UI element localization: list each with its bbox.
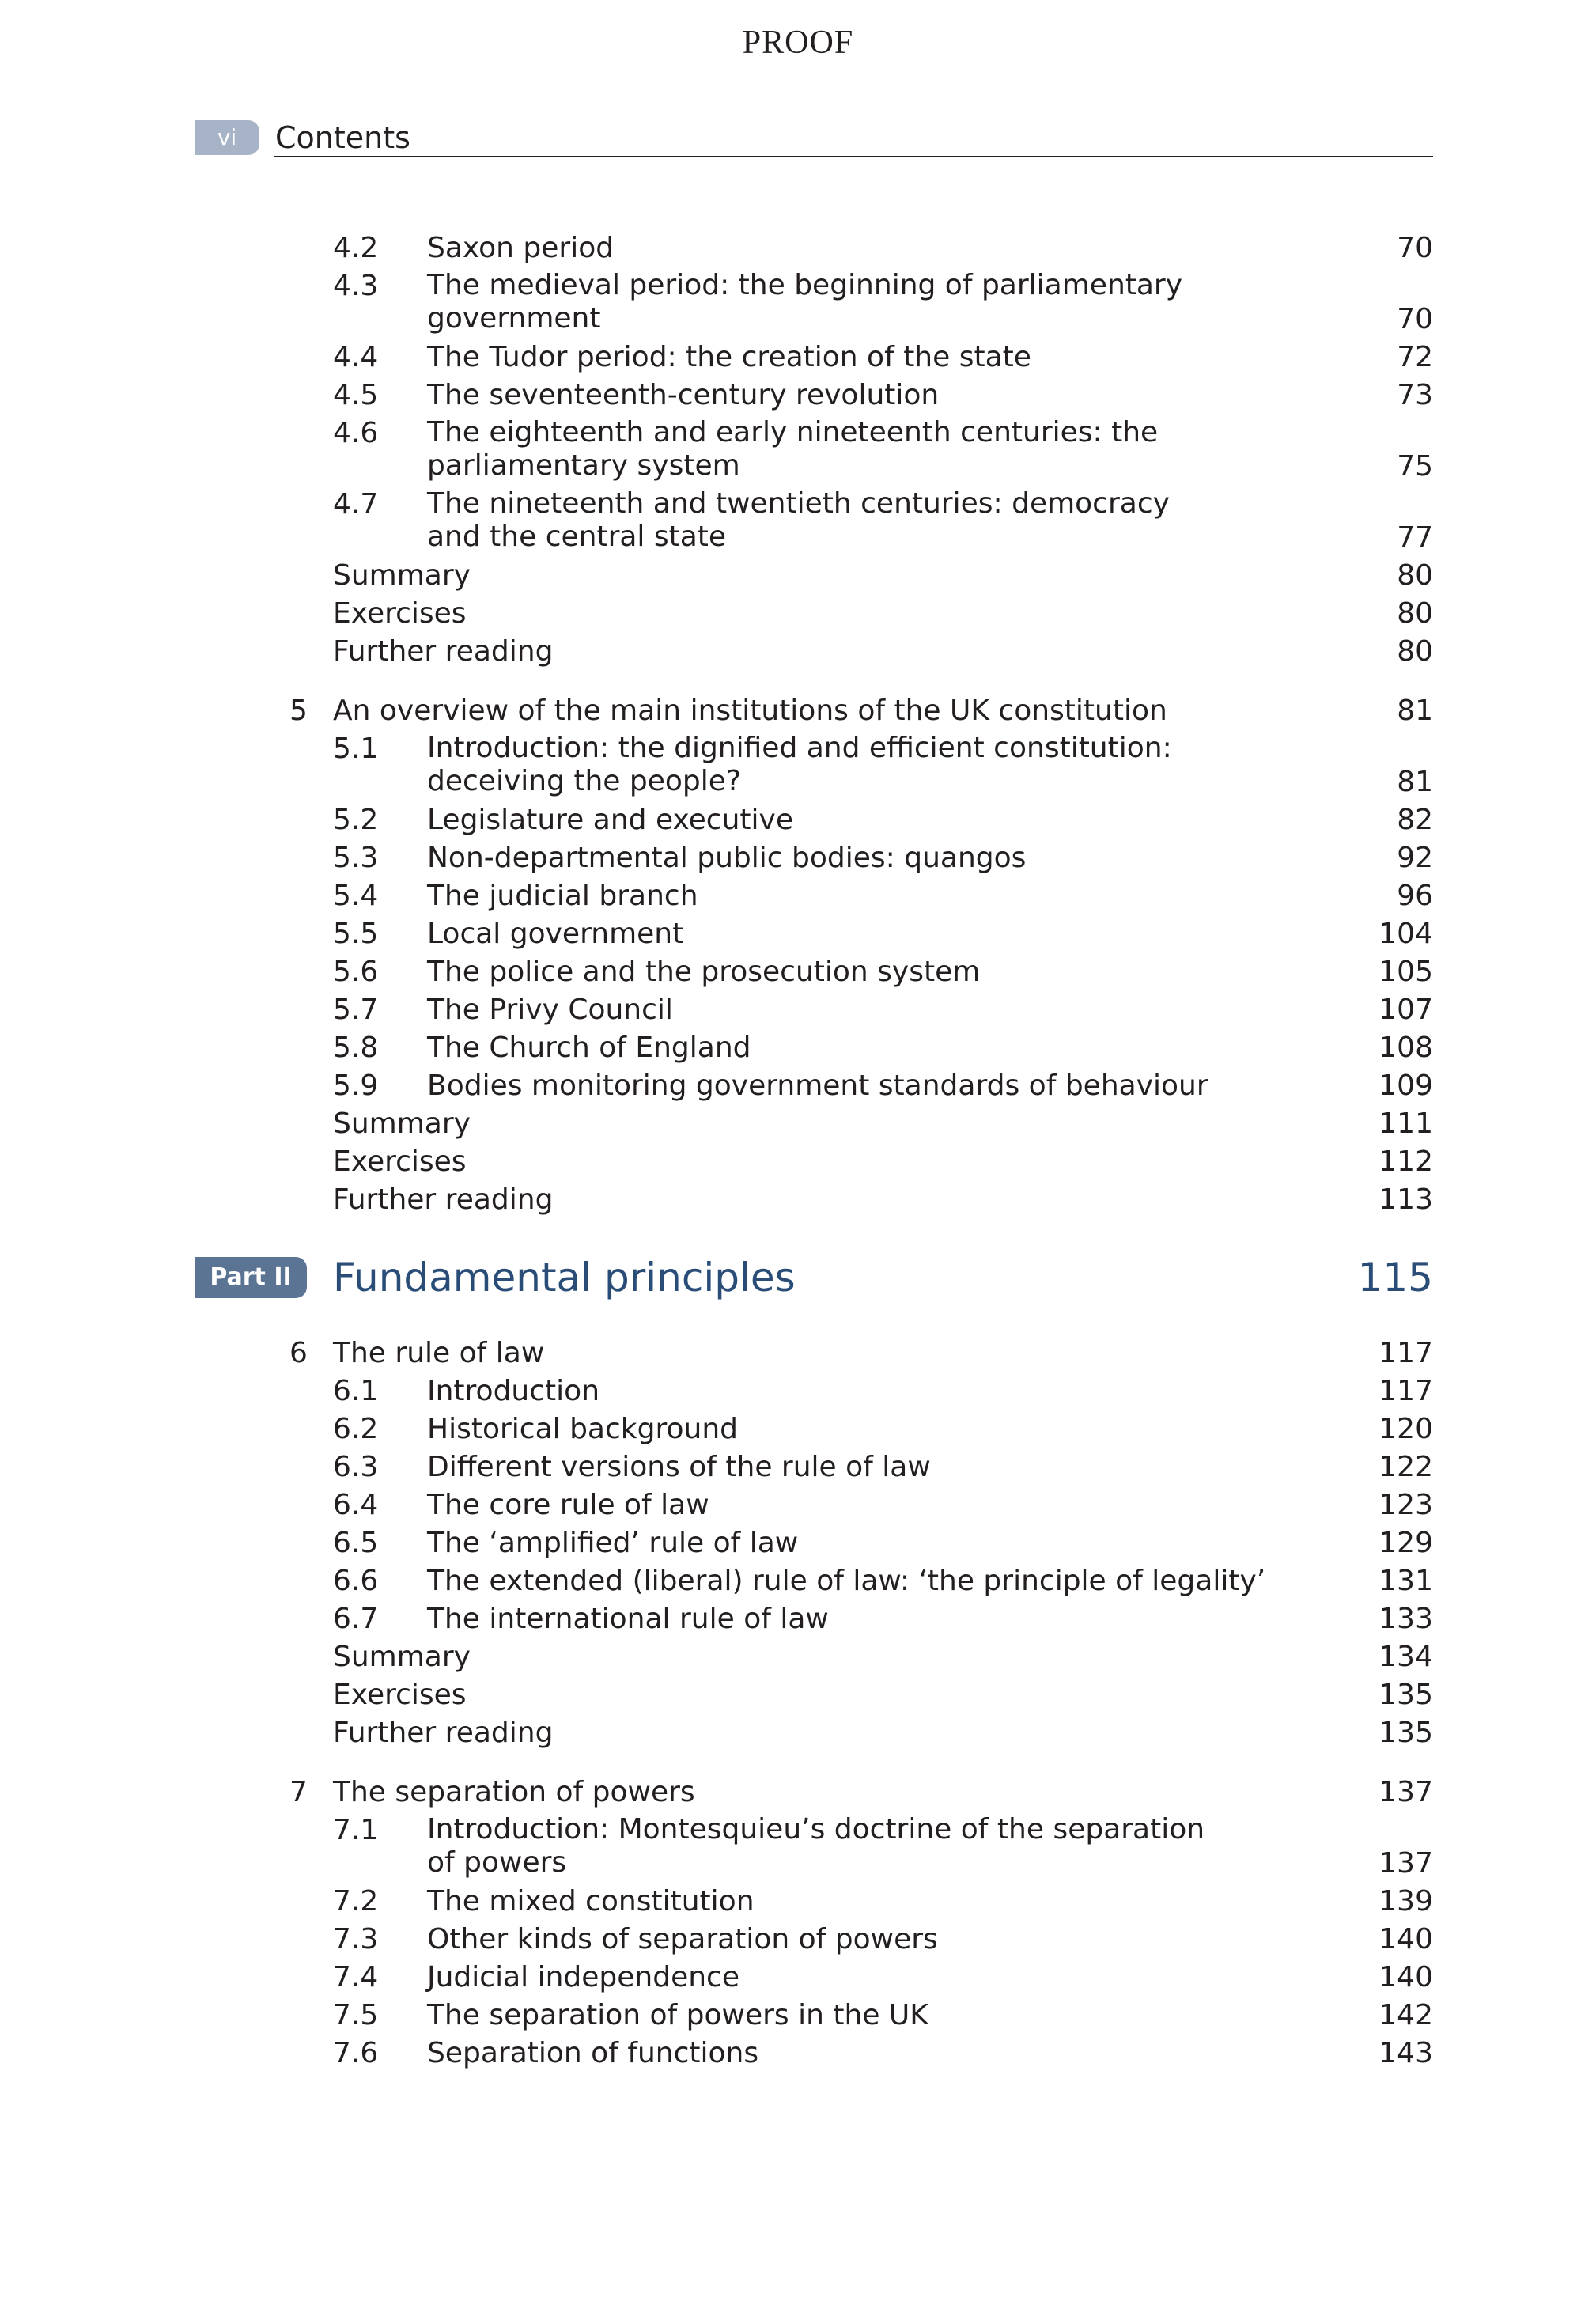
toc-section-entry[interactable] bbox=[0, 1812, 1596, 1883]
entry-title: The separation of powers in the UK bbox=[427, 1999, 928, 2031]
entry-title: Separation of functions bbox=[427, 2037, 759, 2069]
toc-section-entry[interactable] bbox=[0, 877, 1596, 915]
part-heading bbox=[0, 1238, 1596, 1317]
section-gap bbox=[0, 1752, 1596, 1774]
entry-title: The judicial branch bbox=[427, 880, 698, 912]
entry-page-number: 70 bbox=[1397, 232, 1433, 264]
entry-page-number: 135 bbox=[1379, 1679, 1433, 1711]
toc-section-entry[interactable] bbox=[0, 730, 1596, 801]
toc-section-entry[interactable] bbox=[0, 486, 1596, 557]
entry-page-number: 82 bbox=[1397, 804, 1433, 836]
toc-section-entry[interactable] bbox=[0, 953, 1596, 991]
entry-number: 7.4 bbox=[333, 1961, 379, 1993]
entry-number: 4.7 bbox=[333, 488, 379, 521]
entry-title: Summary bbox=[333, 1641, 471, 1673]
section-gap bbox=[0, 671, 1596, 692]
entry-number: 6.5 bbox=[333, 1527, 379, 1559]
toc-section-entry[interactable] bbox=[0, 839, 1596, 877]
entry-title: The police and the prosecution system bbox=[427, 956, 981, 988]
entry-number: 5.9 bbox=[333, 1069, 379, 1102]
proof-watermark: PROOF bbox=[742, 25, 854, 61]
entry-title: Summary bbox=[333, 1107, 471, 1140]
entry-page-number: 123 bbox=[1379, 1489, 1433, 1521]
entry-number: 6 bbox=[289, 1337, 308, 1369]
entry-page-number: 134 bbox=[1379, 1641, 1433, 1673]
entry-title: Historical background bbox=[427, 1413, 738, 1445]
toc-chapter-entry[interactable] bbox=[0, 1335, 1596, 1372]
entry-page-number: 131 bbox=[1379, 1565, 1433, 1597]
toc-section-entry[interactable] bbox=[0, 1410, 1596, 1448]
entry-title: An overview of the main institutions of the UK constitution bbox=[333, 695, 1167, 727]
entry-number: 6.6 bbox=[333, 1565, 379, 1597]
entry-title: Legislature and executive bbox=[427, 804, 793, 836]
entry-page-number: 129 bbox=[1379, 1527, 1433, 1559]
entry-number: 5.5 bbox=[333, 918, 379, 950]
entry-number: 7.1 bbox=[333, 1814, 379, 1846]
entry-number: 4.5 bbox=[333, 379, 379, 411]
entry-page-number: 137 bbox=[1379, 1847, 1433, 1880]
toc-backmatter-entry[interactable] bbox=[0, 1143, 1596, 1181]
entry-page-number: 77 bbox=[1397, 521, 1433, 554]
entry-number: 7 bbox=[289, 1776, 308, 1808]
entry-number: 4.3 bbox=[333, 270, 379, 302]
entry-number: 7.6 bbox=[333, 2037, 379, 2069]
entry-page-number: 72 bbox=[1397, 341, 1433, 373]
toc-section-entry[interactable] bbox=[0, 801, 1596, 839]
header-title: Contents bbox=[275, 120, 410, 155]
entry-number: 5.8 bbox=[333, 1032, 379, 1064]
entry-page-number: 143 bbox=[1379, 2037, 1433, 2069]
entry-title: The medieval period: the beginning of parliamentary government bbox=[427, 269, 1183, 335]
table-of-contents bbox=[0, 229, 1596, 2073]
toc-section-entry[interactable] bbox=[0, 229, 1596, 267]
entry-page-number: 117 bbox=[1379, 1337, 1433, 1369]
page-number-badge: vi bbox=[195, 120, 259, 155]
entry-number: 4.6 bbox=[333, 417, 379, 449]
part-page-number: 115 bbox=[1357, 1255, 1433, 1300]
entry-number: 4.2 bbox=[333, 232, 379, 264]
entry-page-number: 113 bbox=[1379, 1183, 1433, 1216]
entry-title: The rule of law bbox=[333, 1337, 545, 1369]
entry-number: 7.3 bbox=[333, 1923, 379, 1955]
entry-page-number: 81 bbox=[1397, 766, 1433, 798]
entry-number: 5.3 bbox=[333, 842, 379, 874]
toc-section-entry[interactable] bbox=[0, 1562, 1596, 1600]
entry-page-number: 142 bbox=[1379, 1999, 1433, 2031]
entry-title: Other kinds of separation of powers bbox=[427, 1923, 938, 1955]
entry-title: Exercises bbox=[333, 1679, 467, 1711]
entry-page-number: 75 bbox=[1397, 450, 1433, 483]
toc-chapter-entry[interactable] bbox=[0, 1774, 1596, 1812]
entry-title: Judicial independence bbox=[427, 1961, 739, 1993]
entry-page-number: 107 bbox=[1379, 994, 1433, 1026]
entry-title: Introduction bbox=[427, 1375, 600, 1407]
toc-backmatter-entry[interactable] bbox=[0, 595, 1596, 633]
entry-page-number: 111 bbox=[1379, 1107, 1433, 1140]
entry-number: 6.7 bbox=[333, 1603, 379, 1635]
entry-page-number: 135 bbox=[1379, 1717, 1433, 1749]
toc-section-entry[interactable] bbox=[0, 1524, 1596, 1562]
entry-number: 5.1 bbox=[333, 733, 379, 765]
toc-backmatter-entry[interactable] bbox=[0, 1638, 1596, 1676]
entry-title: The eighteenth and early nineteenth centuries: the parliamentary system bbox=[427, 416, 1159, 482]
toc-section-entry[interactable] bbox=[0, 1997, 1596, 2035]
entry-number: 5 bbox=[289, 695, 308, 727]
entry-page-number: 108 bbox=[1379, 1032, 1433, 1064]
entry-number: 6.4 bbox=[333, 1489, 379, 1521]
entry-title: Different versions of the rule of law bbox=[427, 1451, 931, 1483]
entry-title: The seventeenth-century revolution bbox=[427, 379, 940, 411]
entry-page-number: 81 bbox=[1397, 695, 1433, 727]
toc-section-entry[interactable] bbox=[0, 339, 1596, 377]
entry-title: Bodies monitoring government standards of behaviour bbox=[427, 1069, 1208, 1102]
entry-page-number: 80 bbox=[1397, 597, 1433, 630]
running-header bbox=[195, 120, 1433, 158]
entry-title: Exercises bbox=[333, 597, 467, 630]
toc-section-entry[interactable] bbox=[0, 415, 1596, 486]
entry-title: The core rule of law bbox=[427, 1489, 709, 1521]
header-rule bbox=[274, 156, 1433, 157]
entry-title: Saxon period bbox=[427, 232, 615, 264]
entry-title: Local government bbox=[427, 918, 684, 950]
entry-number: 7.5 bbox=[333, 1999, 379, 2031]
toc-section-entry[interactable] bbox=[0, 1883, 1596, 1921]
entry-title: The extended (liberal) rule of law: ‘the principle of legality’ bbox=[427, 1565, 1266, 1597]
entry-page-number: 73 bbox=[1397, 379, 1433, 411]
entry-number: 7.2 bbox=[333, 1885, 379, 1918]
toc-backmatter-entry[interactable] bbox=[0, 557, 1596, 595]
entry-title: The mixed constitution bbox=[427, 1885, 755, 1918]
entry-title: The Privy Council bbox=[427, 994, 673, 1026]
toc-section-entry[interactable] bbox=[0, 1448, 1596, 1486]
toc-backmatter-entry[interactable] bbox=[0, 633, 1596, 671]
entry-number: 6.2 bbox=[333, 1413, 379, 1445]
entry-page-number: 133 bbox=[1379, 1603, 1433, 1635]
entry-page-number: 104 bbox=[1379, 918, 1433, 950]
entry-number: 5.6 bbox=[333, 956, 379, 988]
entry-title: Exercises bbox=[333, 1145, 467, 1178]
toc-section-entry[interactable] bbox=[0, 915, 1596, 953]
toc-backmatter-entry[interactable] bbox=[0, 1676, 1596, 1714]
toc-section-entry[interactable] bbox=[0, 1921, 1596, 1959]
entry-title: Non-departmental public bodies: quangos bbox=[427, 842, 1027, 874]
entry-number: 6.3 bbox=[333, 1451, 379, 1483]
entry-title: The Tudor period: the creation of the state bbox=[427, 341, 1031, 373]
toc-section-entry[interactable] bbox=[0, 991, 1596, 1029]
part-title[interactable]: Fundamental principles bbox=[333, 1255, 796, 1300]
toc-section-entry[interactable] bbox=[0, 1486, 1596, 1524]
toc-section-entry[interactable] bbox=[0, 1067, 1596, 1105]
entry-page-number: 122 bbox=[1379, 1451, 1433, 1483]
entry-title: The Church of England bbox=[427, 1032, 751, 1064]
toc-section-entry[interactable] bbox=[0, 377, 1596, 415]
entry-title: Further reading bbox=[333, 1717, 554, 1749]
entry-title: Summary bbox=[333, 559, 471, 592]
entry-page-number: 70 bbox=[1397, 303, 1433, 335]
entry-title: Introduction: Montesquieu’s doctrine of the separation of powers bbox=[427, 1813, 1205, 1879]
entry-page-number: 80 bbox=[1397, 635, 1433, 668]
entry-page-number: 112 bbox=[1379, 1145, 1433, 1178]
entry-page-number: 120 bbox=[1379, 1413, 1433, 1445]
toc-backmatter-entry[interactable] bbox=[0, 1181, 1596, 1219]
entry-page-number: 109 bbox=[1379, 1069, 1433, 1102]
entry-number: 4.4 bbox=[333, 341, 379, 373]
entry-page-number: 140 bbox=[1379, 1923, 1433, 1955]
entry-title: Introduction: the dignified and efficient constitution: deceiving the people? bbox=[427, 732, 1172, 797]
toc-section-entry[interactable] bbox=[0, 2035, 1596, 2073]
entry-number: 5.4 bbox=[333, 880, 379, 912]
toc-section-entry[interactable] bbox=[0, 1372, 1596, 1410]
toc-chapter-entry[interactable] bbox=[0, 692, 1596, 730]
entry-page-number: 80 bbox=[1397, 559, 1433, 592]
toc-backmatter-entry[interactable] bbox=[0, 1105, 1596, 1143]
entry-title: The ‘amplified’ rule of law bbox=[427, 1527, 799, 1559]
entry-page-number: 137 bbox=[1379, 1776, 1433, 1808]
entry-page-number: 140 bbox=[1379, 1961, 1433, 1993]
toc-section-entry[interactable] bbox=[0, 1600, 1596, 1638]
entry-title: The separation of powers bbox=[333, 1776, 695, 1808]
entry-number: 6.1 bbox=[333, 1375, 379, 1407]
toc-section-entry[interactable] bbox=[0, 267, 1596, 339]
toc-section-entry[interactable] bbox=[0, 1959, 1596, 1997]
entry-title: The international rule of law bbox=[427, 1603, 829, 1635]
toc-backmatter-entry[interactable] bbox=[0, 1714, 1596, 1752]
entry-title: The nineteenth and twentieth centuries: democracy and the central state bbox=[427, 487, 1170, 553]
entry-page-number: 117 bbox=[1379, 1375, 1433, 1407]
entry-page-number: 139 bbox=[1379, 1885, 1433, 1918]
toc-section-entry[interactable] bbox=[0, 1029, 1596, 1067]
part-badge: Part II bbox=[195, 1257, 307, 1298]
entry-number: 5.7 bbox=[333, 994, 379, 1026]
entry-number: 5.2 bbox=[333, 804, 379, 836]
entry-title: Further reading bbox=[333, 1183, 554, 1216]
entry-page-number: 105 bbox=[1379, 956, 1433, 988]
entry-title: Further reading bbox=[333, 635, 554, 668]
entry-page-number: 92 bbox=[1397, 842, 1433, 874]
entry-page-number: 96 bbox=[1397, 880, 1433, 912]
